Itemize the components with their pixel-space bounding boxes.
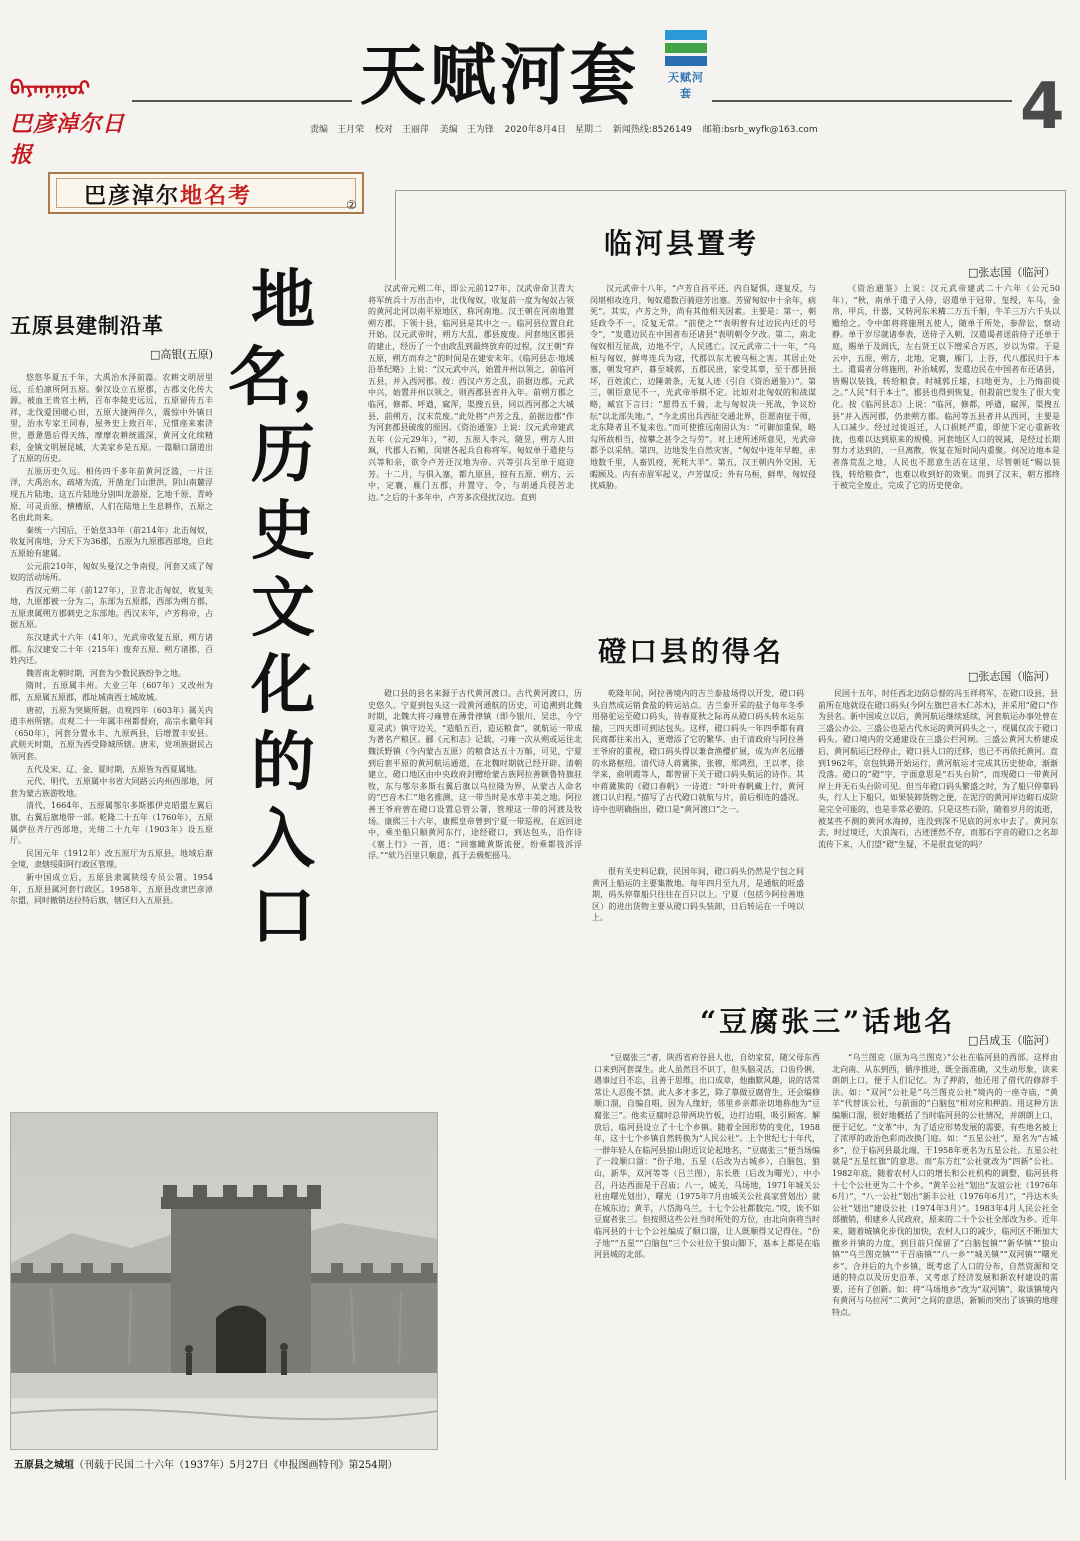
headline-char: 的 [251, 725, 315, 800]
newspaper-logo [10, 66, 130, 168]
article-body: 悠悠华夏五千年，大禹治水泽前篇。农耕文明居里远，丘伯凛所阿五原。秦汉设立五原郡，古郡文化传大源，被血王贵官土柄，百布李陵史远远，五原留传五丰祥，北伐爱国暖心田，五原大捷两伴久，震惊中外镇日里，治水专家王同春，屋务史上致百年，兄惯座来素济世，愚惫愚后得天练，摩摩农耕统震深，黄河文化续精彩，金镇文明展昆城，大美家乡是五原。一篇顺口溜道出了五原的历史。 五原历史久远。相传四千多年前黄河泛滥，一片汪洋，大禹治水，疏堵为流，开凿龙门山泄洪，阴山南麓浮现五片陆地，这五片陆地分别叫龙游原、乞地千原、青岭原、可灵贡原、横槽原，人们在陆地上生息耕作，五原之名由此而来。 秦统一六国后，于始皇33年（前214年）北击匈奴，收复河南地，分天下为36郡，五原为九原郡西部地，自此五原始有建属。 公元前210年，匈奴头曼汉之争南侵，河套又成了匈奴的活动场所。 西汉元朔二年（前127年），卫青北击匈奴，收复失地，九原郡被一分为二，东部为五原郡，西部为朔方郡，五原隶属朔方郡刺史之东部地。西汉末年，卢芳称帝，占据五原。 东汉建武十六年（41年），光武帝收复五原，朔方诸郡。东汉建安二十年（215年）废弃五原、朔方诸郡，百姓内迁。 魏晋南北朝时期，河套为少数民族纷争之地。 隋时，五原属丰州。大业三年（607年）又改州为郡，五原属五原郡，郡址城南西土城故城。 唐初，五原为突厥所据。贞观四年（603年）属关内道丰州所辖。贞观二十一年属丰州都督府，高宗永徽年间（650年），河套分置永丰、九原两县，后增置丰安县。武则天时期，五原为西受降城所辖。唐末，党项族据民占领河套。 五代及宋、辽、金、夏时期，五原皆为西夏属地。 元代、明代，五原属中书省大同路云内州西部地，河套为蒙古族游牧地。 清代，1664年，五原属鄂尔多斯郡伊克昭盟左翼后旗、右翼后旗地带一部。乾隆二十五年（1760年），五原属萨拉齐厅西部地，光绪二十九年（1903年）设五原厅。 民国元年（1912年）改五原厅为五原县，地域后渐全境，隶辖绥阳阿行政区管理。 新中国成立后，五原县隶属陕绥专员公署。1954年，五原县属河套行政区。1958年，五原县改隶巴彦淖尔盟，同时撤销达拉特后旗，辖区归入五原县。 [10, 373, 213, 906]
headline-char: 口 [251, 879, 315, 954]
article-linhe-column: 汉元武帝十八年，“卢芳自昌平还，内自疑惧，遂复反，与闵堪相攻连月，匈奴遣数百骑迎芳出塞。芳留匈奴中十余年，病死”。其实，卢芳之外，尚有其他相关因素。主要是：第一，朝廷政令不一，反复无常。“前使之”“表明曾有过边民内迁的号令”，“发遣边民在中国者布还诸县”表明朝令夕改。第二，南北匈奴相互征战，边地不宁，人民逃亡。汉元武帝二十一年，“乌桓与匈奴，鲜卑连兵为寇，代郡以东尤被乌桓之害。其居止处塞，朝发穹庐，暮至城郭，五郡民庶，家受其辜，至于郡县损坏，百姓流亡，边陲萧条，无复人迹（引自《资治通鉴》）”。第三，朝臣意见不一，光武帝举棋不定。比如对北匈奴的和战谋略，臧宫下言曰：“愿得五千骑，北与匈奴决一死战，争议纷纭”以北部失地。”，“今北虏出兵西征交通北界，臣愿南征于师，北东降者且不复来也。”而可使推远南固认为：“可御加重保，略勾所敌相当，按攀之甚令之与劳”。对上述所述所意见，光武帝都予以采纳。第四，边地发生自然灾害，“匈奴中连年早蝗，赤地数千里，人畜饥疫，死耗大半”。第五，汉王朝内外交困，无暇顾及。内有赤眉军起义，卢芳谋反；外有乌桓，鲜卑，匈奴侵扰威胁。 [590, 284, 816, 491]
headline-char: 入 [251, 802, 315, 877]
article-dengkou-column: 民国十五年，时任西北边防总督的冯玉祥将军，在磴口设县，县前所在地就设在磴口码头(今阿左旗巴音木仁苏木)，并采用“磴口”作为县名。新中国成立以后，黄河航运继续延续，河套航运办事处曾在三盛公办公。三盛公也是古代水运的黄河码头之一，现属仅次于磴口码头。磴口境内的交通建设在三盛公拦河闸。三盛公黄河大桥建成后，黄河航运已经停止，磴口县人口的迁移，也已不再依托黄河。直到1962年，京包铁路开始运行，黄河航运才完成其历史使命，渐渐没落。磴口的“磴”字，字面意思是“石头台阶”，而现磴口一带黄河岸上并无石头台阶可见。但当年磴口码头繁盛之时，为了船只停靠码头，行人上下船只，如果装卸货物之便，在泥泞的黄河岸边砌石成阶是完全可能的，也是非常必要的。只是这些石阶，随着岁月的流逝，被某些不测的黄河水淘掉，连没到深不见底的河水中去了。黄河东去，时过境迁，大浪淘石，古迹湮然不存，而那石字音的磴口之名却流传下来，人们望“磴”生疑，不是很直觉的吗？ [818, 689, 1058, 849]
city-wall-photo-image [11, 1113, 438, 1450]
article-wuyuan [10, 310, 213, 908]
frame-top-line [395, 190, 1065, 191]
photo-caption: 五原县之城垣（刊载于民国二十六年（1937年）5月27日《申报图画特刊》第254期） [14, 1460, 398, 1471]
column-banner-text: 巴彦淖尔地名考 [84, 183, 253, 209]
article-dengkou-author: □张志国（临河） [968, 670, 1056, 683]
article-doufu-column: “乌兰图克（原为乌兰图克）”公社在临河县的西部。这样由北向南、从东到西，循序推进，既全面准确，又生动形象，读来朗朗上口，便于人们记忆。为了押韵，他还用了借代的修辞手法。如：“双河”公社是“乌兰图克公社”境内的一座寺庙，“黄羊”代替该公社，与前面的“白脑包”相对应和押韵。用这种方法编顺口溜，很好地概括了当时临河县的公社情况，并朗朗上口，便于记忆。“文革”中，为了适应形势发展的需要，有些地名被上了浓厚的政治色彩而改换门庭。如：“五星公社”，原名为“古城乡”，位于临河县最北端，于1958年更名为五星公社。五星公社就是“五星红旗”的意思。而“东方红”公社就改为“四新”公社。1982年底，随着农村人口的增长和公社机构的调整，临河县将十七个公社更为二十个乡。“黄羊公社”划出“友谊公社（1976年6月）”，“八一公社”划出“新丰公社（1976年6月）”，“丹达木头公社”划出“建设公社（1974年3月）”。1983年4月人民公社全部撤销，相建乡人民政府，原来的二十个公社全部改为乡。近年来，随着城镇化步伐的加快，农村人口的减少，临河区不断加大撤乡并镇的力度，到目前只保留了“白脑包镇”“新华镇”“狼山镇”“乌兰图克镇”“干召庙镇”“八一乡”“城关镇”“双河镇”“曙光乡”。合并后的九个乡镇，既考虑了人口的分布，自然资源和交通的特点以及历史沿革，又考虑了经济发展和新农村建设的需要，还有了创新。如：将“马场地乡”改为“双河镇”，取该镇境内有黄河与乌拉河“二黄河”之间的意思，新颖而突出了该镇的地理特点。 [832, 1053, 1058, 1318]
article-doufu-title: “豆腐张三”话地名 [700, 1005, 956, 1038]
article-author: □高银(五原) [150, 348, 213, 361]
article-dengkou-column: 很有关史料记载，民国年间，磴口码头仍然是宁包之间黄河上船运的主要集散地。每年四月至九月，是通航的旺盛期，码头停靠船只往往在百只以上。宁夏（包括今阿拉善地区）的进出货物主要从磴口码头装卸，日后转运在一千吨以上。 [592, 867, 804, 923]
headline-char: 历 [251, 417, 315, 492]
frame-right-line [1065, 190, 1066, 1480]
edition-title: 天赋河套 [360, 36, 640, 114]
article-linhe-title: 临河县置考 [604, 227, 760, 260]
newspaper-mongolian-name: ᠪᠠᠶᠠᠨᠨᠠᠭᠤᠷ [10, 76, 91, 100]
article-dengkou-column: 磴口县的县名来源于古代黄河渡口。古代黄河渡口，历史悠久。宁夏到包头这一段黄河通航的历史，可追溯到北魏时期，北魏大将刁雍曾在薄骨律镇（即今银川、吴忠，今宁夏灵武）镇守边关，“造船五百，造运粮食”，就航运一带成为著名产粮区。郦《元和志》记载，刁雍一次从朔或运往北魏沃野镇（今内蒙古五原）的粮食达五十万斛，可见，宁夏到后套平原的黄河航运通道，在北魏时期就已经开辟。清朝建立，磴口地区由中央政府封赠给蒙古族阿拉善额鲁特旗驻牧，东与鄂尔多斯右翼后旗以乌拉隆为界，从蒙古人命名的“巴音木仁”地名推测，这一带当时是水草丰美之地。阿拉善王爷府曾在磴口设置总管公署，管理这一带的河渡及牧场。康熙三十六年，康熙皇帝曾到宁夏一带巡视，在返回途中，乘坐船只顺黄河东行，途经磴口，到达包头，沿作诗《塞上行》一首，道：“回塞瞰黄斯流便，纷乘都筏泝浮浮。”“欸乃百里只顺意，孤于去极舵摇马。 [368, 689, 582, 861]
credit-designer: 美编 王为锋 [439, 125, 494, 135]
headline-char: 名， [228, 340, 356, 415]
article-dengkou-column: 乾隆年间，阿拉善境内的吉兰泰盐场得以开发，磴口码头自然成运销食盐的转运站点。吉兰泰开采的盐子每年冬季用骆驼运至磴口码头，待春夏秋之际再从磴口码头转水运东输，三四天即可到达包头。这样，磴口码头一年四季都有商民商都往来出入，更增添了它的繁华。由于清政府与阿拉善王爷府的重视，磴口码头得以兼食渔樱扩展，成为声名远播的水路枢纽。清代诗人蒋冀熊，张穆，郑鸿烈，王以孝，徐学来，俞明霞等人，都曾留下关于磴口码头航运的诗作。其中蒋冀熊的《磴口春帆》一诗道：“叶叶春帆藏上行，黄河渡口认归程。”描写了古代磴口就航与片，前后相连的盛况。诗中也明确指出，磴口是“黄河渡口”之一。 [592, 689, 804, 814]
edition-badge-text: 天赋河套 [668, 71, 704, 100]
article-doufu-author: □吕成玉（临河） [968, 1034, 1056, 1047]
article-linhe-column: 《资治通鉴》上说：汉元武帝建武二十六年（公元50年），“秋，南单于遣子入侍，诏遣单于冠带、玺绶，车马，金帛，甲兵，什器，又转河东米糒二万五千斛，牛羊三万六千头以赡给之。令中郎将将施刑五使人，随单于所处，参辞讼，察动静。单于岁尽就诸奉表，送侍子入朝，汉遣谒者送前侍子还单于庭，赐单于及阏氏，左右贤王以下缯采合万匹，岁以为常。于是云中，五原，朔方，北地，定襄，雁门，上谷，代八郡民归于本土。遣谒者分将施刑，补治城郭，发遣边民在中国者布还诸县，皆赐以装钱，转给粮食。时城郭丘墟，扫地更为，上乃悔前徙之。”人民“归于本土”，郡县也得到恢复，但殺前巴发生了很大变化。按《临河县志》上说：“临河，修都，呼遒，窳浑，渠搜五县”并入西河郡，仍隶朔方郡。临河等五县者并从西河，主要是人口减少。经过过徙返迁，人口损耗严重，即使下定心重新收拢，也难以达到原来的规模。河套地区人口的锐减，是经过长期努力才达到的，一旦离散，恢复在短时间内重聚。何况边地本是者落荒乱之地，人民也不愿意生活在这里，尽管朝廷“赐以装钱，转给粮食”，也难以收到好的效果。而到了汉末，朝方郡终于被完全废止，完成了它的历史使命。 [832, 284, 1060, 491]
headline-char: 地 [251, 263, 315, 338]
page-number: 4 [1020, 70, 1065, 144]
edition-badge-icon [665, 30, 707, 110]
credit-date: 2020年8月4日 星期二 [504, 125, 603, 135]
vertical-headline [228, 262, 356, 955]
headline-char: 史 [251, 494, 315, 569]
headline-char: 化 [251, 648, 315, 723]
article-doufu-column: “豆腐张三”者，陕西省府谷县人也，自幼家贫，随父母东西口来到河套谋生。此人虽然目不识丁，但头脑灵活，口齿伶俐，遇事过目不忘，且善于思维，出口成章，他幽默风趣，说的话常常让人忍俊不禁。此人多才多艺，除了靠做豆腐营生，还会编修顺口溜，自编自唱，因为人缘好，邻里乡亲都亲切地称他为“豆腐张三”。他卖豆腐时总带两块竹板，边打边唱，吸引顾客。解放后，临河县设立了十七个乡镇。随着全国形势的变化，1958年，这十七个乡镇自然转换为“人民公社”。上个世纪七十年代，一群年轻人在临河县狼山附近议论起地名，“豆腐张三”便当场编了一段顺口溜：“份子地，五星（后改为古城乡），白脑包，狼山，新华，双河等等（吕兰图），东长胜（后改为曙光），中小召，丹达西面是干召庙；八一，城关，马场地，1971年城关公社由曙光划出），曙光（1975年7月由城关公社高家营划出）就在城东边；黄羊，八岱海乌兰，十七个公社都数完。”哎，诶不如豆腐者张三。但按照这些公社当时所处的方位，由北向南将当时临河县的十七个公社编成了顺口溜，让人既顺得又记得住。“份子地”“五星”“白脑包”三个公社位于狼山脚下，基本上都是在临河县城的北部。 [594, 1053, 820, 1260]
masthead [0, 0, 1080, 168]
frame-left-line [395, 190, 396, 280]
credit-proof: 校对 王丽萍 [374, 125, 429, 135]
article-linhe-column: 汉武帝元朔二年，即公元前127年，汉武帝命卫青大将军统兵十万出击中，北伐匈奴，收复前一度为匈奴占领的黄河北河以南平原地区，称河南地。汉王朝在河南地置朔方郡，下领十县，临河县是其中之一。临河县位置自此开始。汉元武帝时，朔方大乱，郡县废废。河套地区郡县的建止，经历了一个由政乱到最终放弃的过程，汉王朝“弃五原，朔方而弃之”的时间是在建安末年。《临河县志·地域沿革纪略》上说：“汉元武中兴，始置并州以领之，前临河五县，并入西河郡。按：西汉卢芳之乱，前据边郡。元武中兴，始置并州以领之，则西郡县省并入年。前朔方郡之临河，修都、呼遒，窳浑，渠搜五县，同以西河郡之大城县，前朔方，汉末荒废。”此处将“卢芳之乱，前据边郡”作为河套郡县破废的原因。《资治通鉴》上说：汉元武帝建武五年（公元29年），“初，五原人李兴，随昱，朔方人田飒，代郡人石鲔，闵堪各起兵自称将军。匈奴单于遣使与兴等和亲，欲令卢芳还汉地为帝。兴等引兵至单于庭迎芳。十二月，与俱入塞，都九原县，掠有五原、朔方、云中，定襄，雁门五郡，并置守、令，与胡通兵侵苦北边。”之后的十多年中，卢芳多次侵扰汉边。直到 [368, 284, 574, 502]
credit-email: 邮箱:bsrb_wyfk@163.com [702, 125, 818, 135]
credit-editor: 责编 王月荣 [310, 125, 365, 135]
historic-photo [10, 1112, 438, 1450]
column-banner [48, 172, 364, 214]
credit-line [310, 122, 826, 135]
article-title: 五原县建制沿革 [10, 313, 164, 338]
article-dengkou-title: 磴口县的得名 [598, 635, 785, 668]
headline-char: 文 [251, 571, 315, 646]
credit-hotline: 新闻热线:8526149 [612, 125, 693, 135]
masthead-rule-right [712, 100, 1012, 102]
newspaper-chinese-name: 巴彦淖尔日报 [10, 111, 126, 168]
column-banner-number: ② [346, 198, 357, 212]
masthead-rule-left [132, 100, 352, 102]
article-linhe-author: □张志国（临河） [968, 266, 1056, 279]
